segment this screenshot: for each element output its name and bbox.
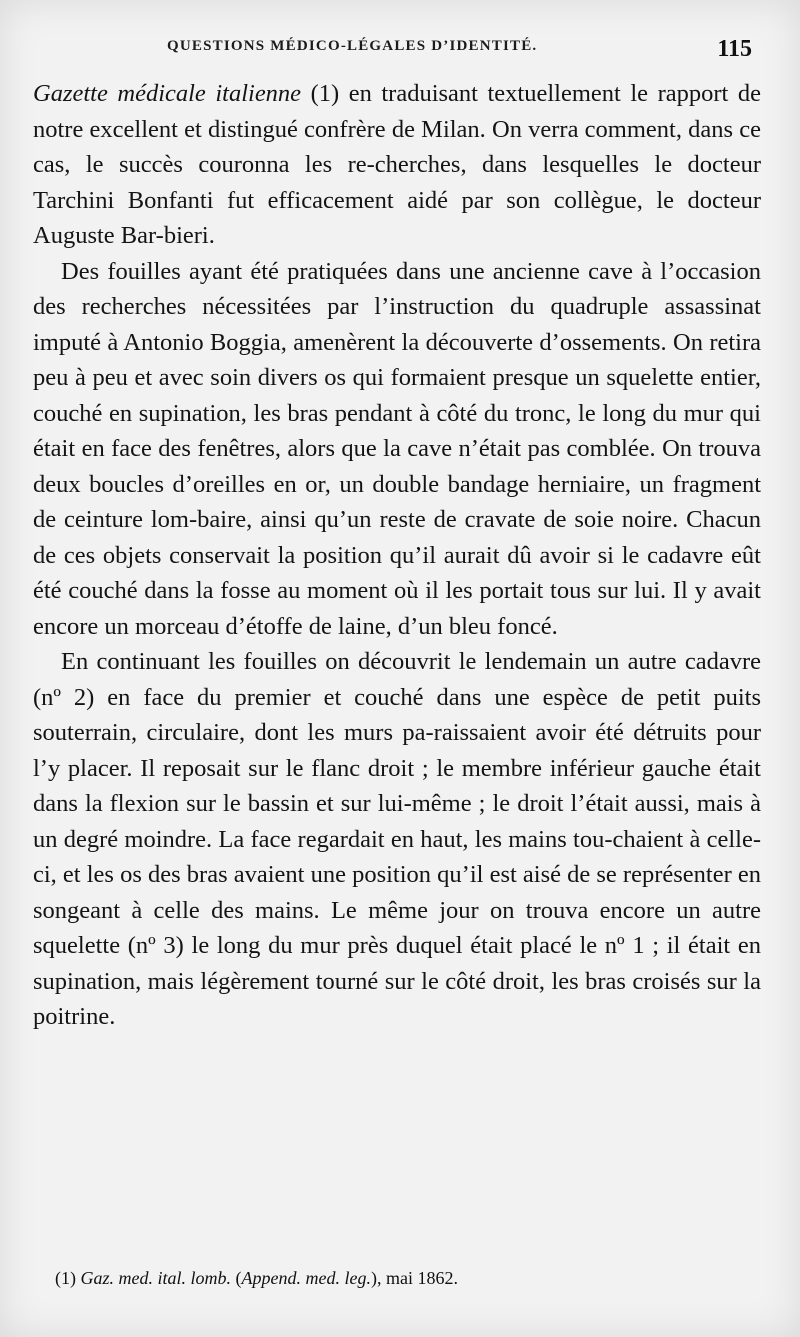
paragraph-2: Des fouilles ayant été pratiquées dans une ancienne cave à l’occasion des recherches nécessitées par l’instruction du quadruple assassinat imputé à Antonio Boggia, amenèrent la découverte d’ossements. On retira peu à peu et avec soin divers os qui formaient presque un squelette entier, couché en supination, les bras pendant à côté du tronc, le long du mur qui était en face des fenêtres, alors que la cave n’était pas comblée. On trouva deux boucles d’oreilles en or, un double bandage herniaire, un fragment de ceinture lom-baire, ainsi qu’un reste de cravate de soie noire. Chacun de ces objets conservait la position qu’il aurait dû avoir si le cadavre eût été couché dans la fosse au moment où il les portait tous sur lui. Il y avait encore un morceau d’étoffe de laine, d’un bleu foncé. — [33, 257, 761, 640]
body-text — [33, 76, 761, 1035]
paragraph-3: En continuant les fouilles on découvrit le lendemain un autre cadavre (nº 2) en face du premier et couché dans une espèce de petit puits souterrain, circulaire, dont les murs pa-raissaient avoir été détruits pour l’y placer. Il reposait sur le flanc droit ; le membre inférieur gauche était dans la flexion sur le bassin et sur lui-même ; le droit l’était aussi, mais à un degré moindre. La face regardait en haut, les mains tou-chaient à celle-ci, et les os des bras avaient une position qu’il est aisé de se représenter en songeant à celle des mains. Le même jour on trouva encore un autre squelette (nº 3) le long du mur près duquel était placé le nº 1 ; il était en supination, mais légèrement tourné sur le côté droit, les bras croisés sur la poitrine. — [33, 648, 761, 1030]
footnote-date: ), mai 1862. — [370, 1268, 458, 1288]
paragraph-1 — [33, 76, 761, 254]
journal-title: Gazette médicale italienne — [33, 80, 302, 107]
paragraph-1-text: (1) en traduisant textuellement le rapport de notre excellent et distingué confrère de Milan. On verra comment, dans ce cas, le succès couronna les re-cherches, dans lesquelles le docteur Tarchini Bonfanti fut efficacement aidé par son collègue, le docteur Auguste Bar-bieri. — [33, 80, 761, 249]
footnote-marker: (1) — [55, 1268, 81, 1288]
running-title: QUESTIONS MÉDICO-LÉGALES D’IDENTITÉ. — [167, 38, 538, 54]
footnote-paren-open: ( — [231, 1268, 242, 1288]
running-head — [35, 36, 762, 68]
footnote-journal: Gaz. med. ital. lomb. — [80, 1268, 231, 1288]
footnote — [55, 1268, 775, 1289]
footnote-section: Append. med. leg. — [241, 1268, 371, 1288]
page-number: 115 — [717, 36, 752, 62]
